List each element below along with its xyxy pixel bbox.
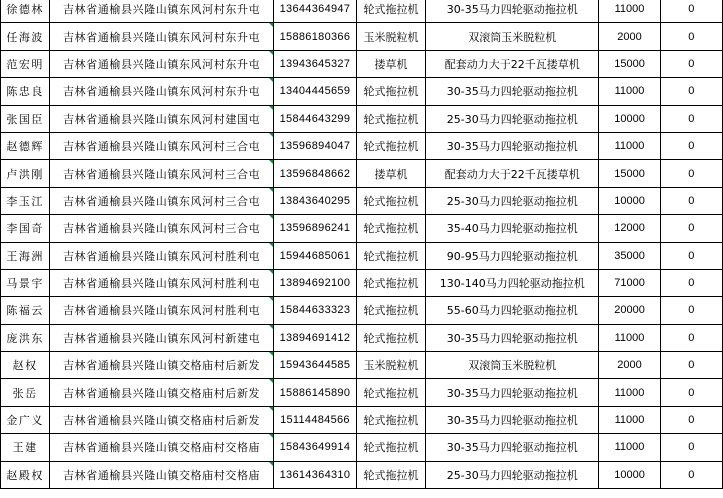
address-cell: 吉林省通榆县兴隆山镇交格庙村交格庙	[50, 434, 274, 461]
machine-spec-cell: 30-35马力四轮驱动拖拉机	[426, 0, 599, 23]
address-cell: 吉林省通榆县兴隆山镇东风河村胜利屯	[50, 297, 274, 324]
farmer-name-cell: 卢洪刚	[1, 160, 50, 187]
phone-cell: 13596894047	[273, 132, 356, 159]
extra-value-cell: 0	[660, 352, 722, 379]
phone-cell: 13596848662	[273, 160, 356, 187]
table-row	[1, 297, 723, 324]
address-cell: 吉林省通榆县兴隆山镇东风河村东升屯	[50, 23, 274, 50]
address-cell: 吉林省通榆县兴隆山镇东风河村建国屯	[50, 105, 274, 132]
machine-type-cell: 轮式拖拉机	[357, 406, 426, 433]
table-row	[1, 242, 723, 269]
phone-cell: 15886145890	[273, 379, 356, 406]
machine-spec-cell: 30-35马力四轮驱动拖拉机	[426, 379, 599, 406]
machine-spec-cell: 25-30马力四轮驱动拖拉机	[426, 187, 599, 214]
machine-type-cell: 搂草机	[357, 50, 426, 77]
address-cell: 吉林省通榆县兴隆山镇东风河村胜利屯	[50, 242, 274, 269]
address-cell: 吉林省通榆县兴隆山镇东风河村胜利屯	[50, 269, 274, 296]
machine-type-cell: 轮式拖拉机	[357, 78, 426, 105]
address-cell: 吉林省通榆县兴隆山镇交格庙村后新发	[50, 352, 274, 379]
table-row	[1, 461, 723, 488]
phone-cell: 13596896241	[273, 215, 356, 242]
subsidy-amount-cell: 11000	[599, 434, 660, 461]
farmer-name-cell: 金广义	[1, 406, 50, 433]
subsidy-amount-cell: 10000	[599, 105, 660, 132]
table-row	[1, 215, 723, 242]
phone-cell: 15843649914	[273, 434, 356, 461]
address-cell: 吉林省通榆县兴隆山镇东风河村三合屯	[50, 132, 274, 159]
phone-cell: 13404445659	[273, 78, 356, 105]
table-row	[1, 23, 723, 50]
extra-value-cell: 0	[660, 23, 722, 50]
extra-value-cell: 0	[660, 242, 722, 269]
address-cell: 吉林省通榆县兴隆山镇东风河村三合屯	[50, 215, 274, 242]
extra-value-cell: 0	[660, 132, 722, 159]
subsidy-amount-cell: 11000	[599, 0, 660, 23]
machine-type-cell: 轮式拖拉机	[357, 324, 426, 351]
table-row	[1, 78, 723, 105]
table-row	[1, 269, 723, 296]
machine-spec-cell: 130-140马力四轮驱动拖拉机	[426, 269, 599, 296]
phone-cell: 15944685061	[273, 242, 356, 269]
table-row	[1, 324, 723, 351]
machine-spec-cell: 35-40马力四轮驱动拖拉机	[426, 215, 599, 242]
extra-value-cell: 0	[660, 379, 722, 406]
subsidy-amount-cell: 35000	[599, 242, 660, 269]
machine-type-cell: 轮式拖拉机	[357, 132, 426, 159]
machine-spec-cell: 55-60马力四轮驱动拖拉机	[426, 297, 599, 324]
address-cell: 吉林省通榆县兴隆山镇交格庙村交格庙	[50, 461, 274, 488]
extra-value-cell: 0	[660, 0, 722, 23]
farmer-name-cell: 张国臣	[1, 105, 50, 132]
table-row	[1, 406, 723, 433]
subsidy-amount-cell: 10000	[599, 187, 660, 214]
phone-cell: 15114484566	[273, 406, 356, 433]
address-cell: 吉林省通榆县兴隆山镇东风河村三合屯	[50, 160, 274, 187]
subsidy-amount-cell: 20000	[599, 297, 660, 324]
address-cell: 吉林省通榆县兴隆山镇交格庙村后新发	[50, 406, 274, 433]
machine-type-cell: 轮式拖拉机	[357, 434, 426, 461]
machine-type-cell: 轮式拖拉机	[357, 0, 426, 23]
machine-spec-cell: 25-30马力四轮驱动拖拉机	[426, 105, 599, 132]
table-row	[1, 352, 723, 379]
farmer-name-cell: 任海波	[1, 23, 50, 50]
extra-value-cell: 0	[660, 434, 722, 461]
extra-value-cell: 0	[660, 269, 722, 296]
extra-value-cell: 0	[660, 187, 722, 214]
machine-type-cell: 轮式拖拉机	[357, 297, 426, 324]
farmer-name-cell: 马景宇	[1, 269, 50, 296]
extra-value-cell: 0	[660, 324, 722, 351]
machine-spec-cell: 30-35马力四轮驱动拖拉机	[426, 434, 599, 461]
machine-spec-cell: 30-35马力四轮驱动拖拉机	[426, 78, 599, 105]
machine-spec-cell: 配套动力大于22千瓦搂草机	[426, 50, 599, 77]
machine-type-cell: 轮式拖拉机	[357, 269, 426, 296]
farmer-name-cell: 李国奇	[1, 215, 50, 242]
address-cell: 吉林省通榆县兴隆山镇东风河村三合屯	[50, 187, 274, 214]
subsidy-amount-cell: 11000	[599, 132, 660, 159]
machine-spec-cell: 30-35马力四轮驱动拖拉机	[426, 132, 599, 159]
table-row	[1, 0, 723, 23]
table-row	[1, 434, 723, 461]
machine-type-cell: 搂草机	[357, 160, 426, 187]
machine-spec-cell: 配套动力大于22千瓦搂草机	[426, 160, 599, 187]
table-row	[1, 132, 723, 159]
subsidy-amount-cell: 15000	[599, 160, 660, 187]
machine-spec-cell: 25-30马力四轮驱动拖拉机	[426, 461, 599, 488]
phone-cell: 13894691412	[273, 324, 356, 351]
farmer-name-cell: 陈福云	[1, 297, 50, 324]
farmer-name-cell: 徐德林	[1, 0, 50, 23]
phone-cell: 15886180366	[273, 23, 356, 50]
machine-type-cell: 玉米脱粒机	[357, 352, 426, 379]
extra-value-cell: 0	[660, 215, 722, 242]
farmer-name-cell: 张岳	[1, 379, 50, 406]
farmer-name-cell: 王海洲	[1, 242, 50, 269]
subsidy-amount-cell: 11000	[599, 379, 660, 406]
machine-type-cell: 轮式拖拉机	[357, 242, 426, 269]
phone-cell: 15844643299	[273, 105, 356, 132]
address-cell: 吉林省通榆县兴隆山镇交格庙村后新发	[50, 379, 274, 406]
subsidy-amount-cell: 2000	[599, 352, 660, 379]
table-row	[1, 187, 723, 214]
address-cell: 吉林省通榆县兴隆山镇东风河村东升屯	[50, 50, 274, 77]
machine-spec-cell: 双滚筒玉米脱粒机	[426, 23, 599, 50]
phone-cell: 13644364947	[273, 0, 356, 23]
phone-cell: 13943645327	[273, 50, 356, 77]
subsidy-amount-cell: 11000	[599, 324, 660, 351]
farmer-name-cell: 赵权	[1, 352, 50, 379]
machine-spec-cell: 30-35马力四轮驱动拖拉机	[426, 406, 599, 433]
subsidy-amount-cell: 12000	[599, 215, 660, 242]
farmer-name-cell: 赵殿权	[1, 461, 50, 488]
phone-cell: 13614364310	[273, 461, 356, 488]
machine-type-cell: 轮式拖拉机	[357, 105, 426, 132]
extra-value-cell: 0	[660, 461, 722, 488]
extra-value-cell: 0	[660, 297, 722, 324]
address-cell: 吉林省通榆县兴隆山镇东风河村东升屯	[50, 78, 274, 105]
phone-cell: 15844633323	[273, 297, 356, 324]
farmer-name-cell: 赵德辉	[1, 132, 50, 159]
address-cell: 吉林省通榆县兴隆山镇东风河村东升屯	[50, 0, 274, 23]
extra-value-cell: 0	[660, 160, 722, 187]
farmer-name-cell: 范宏明	[1, 50, 50, 77]
table-row	[1, 379, 723, 406]
phone-cell: 13843640295	[273, 187, 356, 214]
subsidy-amount-cell: 15000	[599, 50, 660, 77]
farmer-name-cell: 王建	[1, 434, 50, 461]
farmer-name-cell: 李玉江	[1, 187, 50, 214]
phone-cell: 13894692100	[273, 269, 356, 296]
farmer-name-cell: 陈忠良	[1, 78, 50, 105]
machine-spec-cell: 双滚筒玉米脱粒机	[426, 352, 599, 379]
machine-type-cell: 轮式拖拉机	[357, 379, 426, 406]
machine-type-cell: 轮式拖拉机	[357, 461, 426, 488]
table-body	[1, 0, 723, 489]
table-row	[1, 105, 723, 132]
extra-value-cell: 0	[660, 78, 722, 105]
machine-type-cell: 轮式拖拉机	[357, 187, 426, 214]
machine-spec-cell: 90-95马力四轮驱动拖拉机	[426, 242, 599, 269]
phone-cell: 15943644585	[273, 352, 356, 379]
subsidy-amount-cell: 2000	[599, 23, 660, 50]
machine-type-cell: 轮式拖拉机	[357, 215, 426, 242]
extra-value-cell: 0	[660, 50, 722, 77]
table-row	[1, 50, 723, 77]
farmer-name-cell: 庞洪东	[1, 324, 50, 351]
machine-type-cell: 玉米脱粒机	[357, 23, 426, 50]
subsidy-amount-cell: 11000	[599, 78, 660, 105]
address-cell: 吉林省通榆县兴隆山镇东风河村新建屯	[50, 324, 274, 351]
subsidy-amount-cell: 11000	[599, 406, 660, 433]
machine-spec-cell: 30-35马力四轮驱动拖拉机	[426, 324, 599, 351]
extra-value-cell: 0	[660, 105, 722, 132]
extra-value-cell: 0	[660, 406, 722, 433]
table-row	[1, 160, 723, 187]
subsidy-amount-cell: 10000	[599, 461, 660, 488]
subsidy-amount-cell: 71000	[599, 269, 660, 296]
